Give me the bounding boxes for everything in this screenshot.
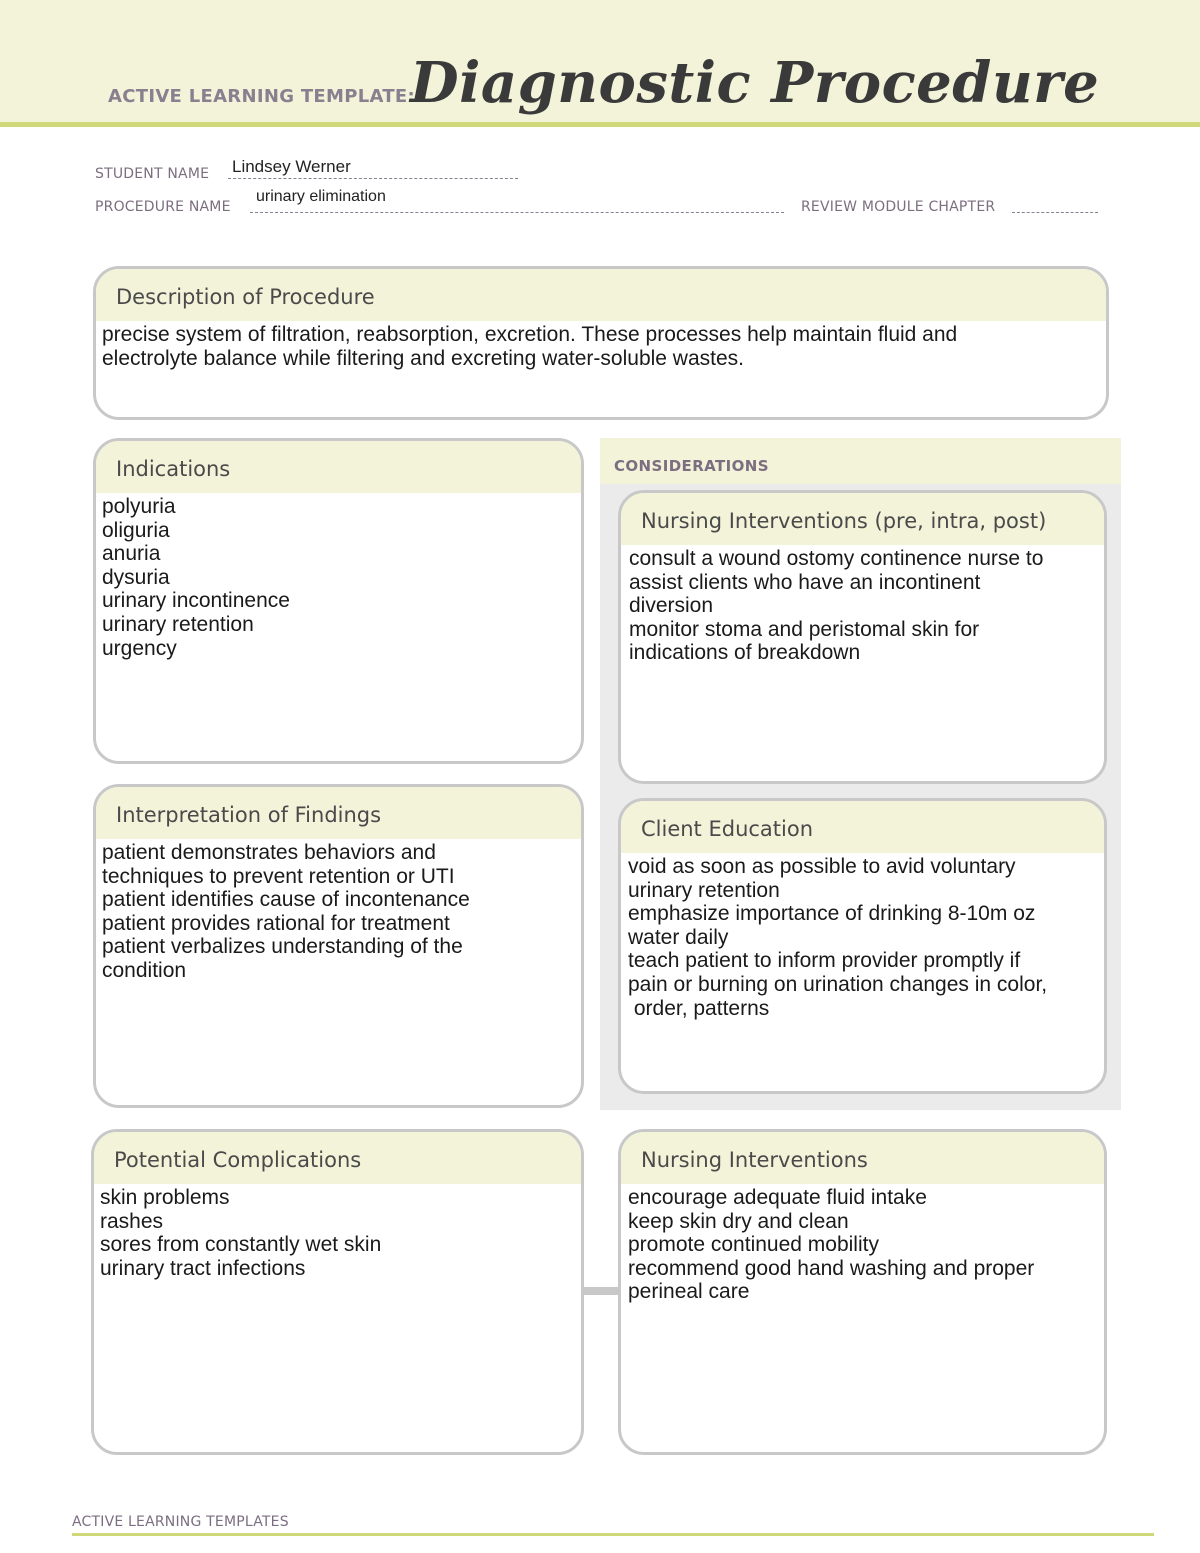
box-connector [584,1287,620,1295]
indications-title: Indications [96,441,581,493]
review-module-label: REVIEW MODULE CHAPTER [801,199,996,215]
nursing-interventions-pip-box [618,490,1107,784]
complications-title: Potential Complications [94,1132,581,1184]
header-divider [0,122,1200,127]
considerations-title: CONSIDERATIONS [600,438,1121,484]
description-text[interactable]: precise system of filtration, reabsorption, excretion. These processes help maintain fluid and electrolyte balance while filtering and excreting water-soluble wastes. [102,323,958,370]
student-name-label: STUDENT NAME [95,166,210,182]
complications-box [91,1129,584,1455]
client-education-text[interactable]: void as soon as possible to avid voluntary urinary retention emphasize importance of drinking 8-10m oz water daily teach patient to inform provider promptly if pain or burning on urination changes in color, order, patterns [628,855,1048,1020]
complications-text[interactable]: skin problems rashes sores from constantly wet skin urinary tract infections [100,1186,382,1280]
review-module-line [1012,212,1098,213]
indications-box [93,438,584,764]
nursing-interventions-box [618,1129,1107,1455]
interpretation-title: Interpretation of Findings [96,787,581,839]
footer-divider [72,1533,1154,1536]
description-title: Description of Procedure [96,269,1106,321]
indications-text[interactable]: polyuria oliguria anuria dysuria urinary incontinence urinary retention urgency [102,495,290,660]
nursing-interventions-pip-title: Nursing Interventions (pre, intra, post) [621,493,1104,545]
interpretation-text[interactable]: patient demonstrates behaviors and techniques to prevent retention or UTI patient identifies cause of incontenance patient provides rational for treatment patient verbalizes understanding of the condition [102,841,470,982]
nursing-interventions-title: Nursing Interventions [621,1132,1104,1184]
procedure-name-label: PROCEDURE NAME [95,199,231,215]
nursing-interventions-pip-text[interactable]: consult a wound ostomy continence nurse to assist clients who have an incontinent diversion monitor stoma and peristomal skin for indications of breakdown [629,547,1044,665]
footer-label: ACTIVE LEARNING TEMPLATES [72,1514,289,1530]
client-education-title: Client Education [621,801,1104,853]
description-box [93,266,1109,420]
nursing-interventions-text[interactable]: encourage adequate fluid intake keep skin dry and clean promote continued mobility recommend good hand washing and proper perineal care [628,1186,1035,1304]
interpretation-box [93,784,584,1108]
student-name-field[interactable]: Lindsey Werner [232,157,351,176]
template-label: ACTIVE LEARNING TEMPLATE: [108,86,415,107]
student-name-line [228,178,518,179]
procedure-name-line [250,212,784,213]
procedure-name-field[interactable]: urinary elimination [256,188,386,205]
client-education-box [618,798,1107,1094]
page-title: Diagnostic Procedure [410,50,1100,116]
